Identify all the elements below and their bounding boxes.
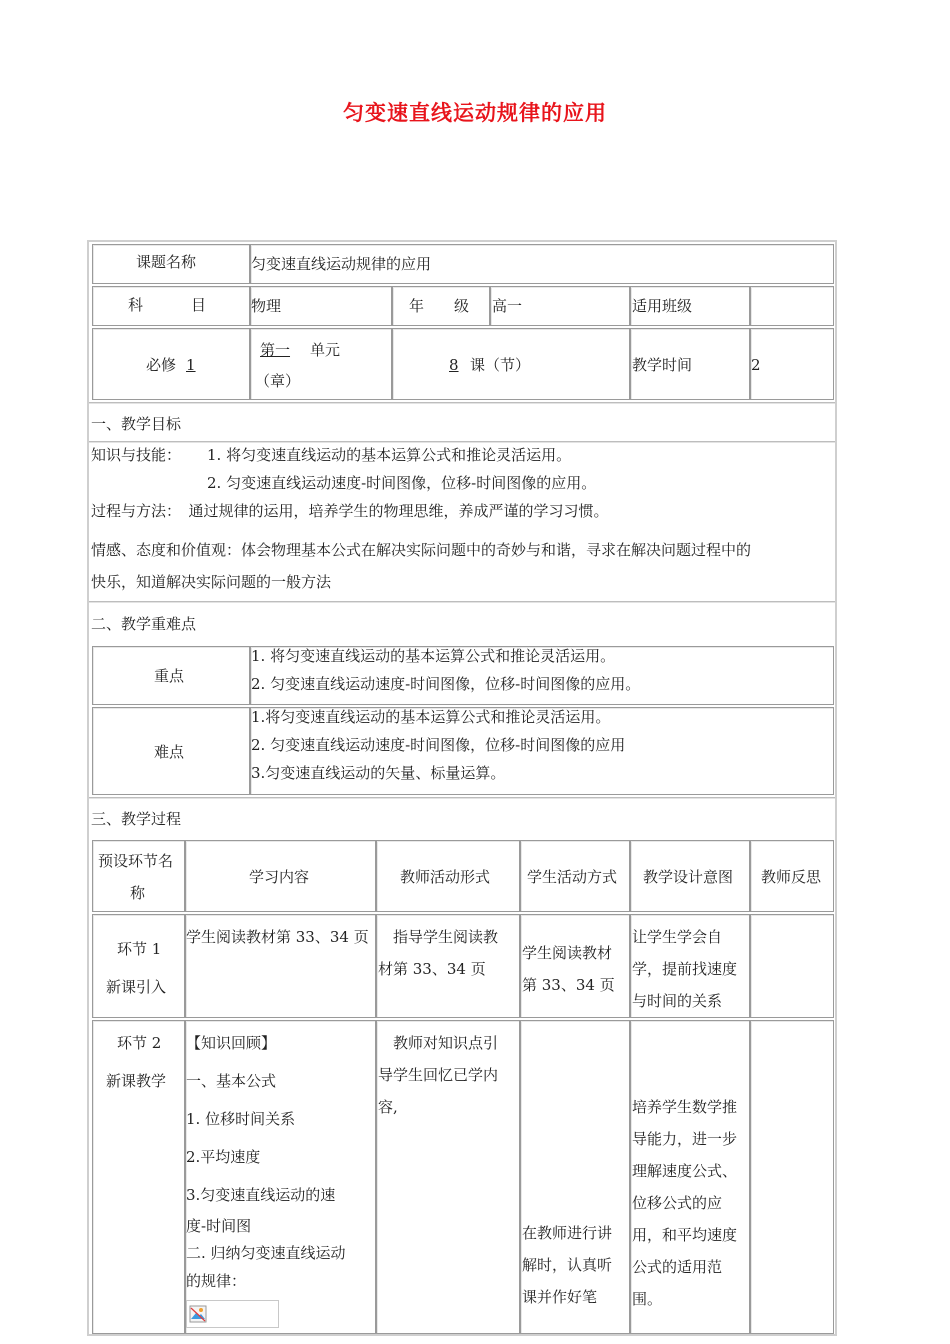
unit-underlined	[260, 343, 308, 358]
row1-content: 学生阅读教材第 33、34 页	[186, 928, 369, 946]
goals-heading: 一、教学目标	[91, 415, 182, 433]
emotion-line-1: 情感、态度和价值观：体会物理基本公式在解决实际问题中的奇妙与和谐，寻求在解决问题过程中的	[91, 541, 752, 559]
required-prefix: 必修	[146, 356, 177, 374]
row2-intent-1: 培养学生数学推	[632, 1098, 738, 1116]
header-teacher: 教师活动形式	[400, 868, 491, 886]
lesson-number-text: 8	[449, 356, 459, 374]
row2-student-cell	[520, 1020, 630, 1334]
header-reflect: 教师反思	[761, 868, 822, 886]
hard-item-2: 2. 匀变速直线运动速度-时间图像，位移-时间图像的应用	[251, 736, 626, 754]
row1-intent-3: 与时间的关系	[632, 992, 723, 1010]
divider	[89, 441, 835, 443]
row2-teacher-2: 导学生回忆已学内	[378, 1066, 499, 1084]
row2-content-2: 一、基本公式	[186, 1072, 277, 1090]
row2-intent-3: 理解速度公式、	[632, 1162, 738, 1180]
row1-teacher-2: 材第 33、34 页	[378, 960, 486, 978]
hard-item-3: 3.匀变速直线运动的矢量、标量运算。	[251, 764, 506, 782]
divider	[89, 601, 835, 603]
process-heading: 三、教学过程	[91, 810, 182, 828]
knowledge-item-1: 1. 将匀变速直线运动的基本运算公式和推论灵活运用。	[207, 446, 572, 464]
row2-student-1: 在教师进行讲	[522, 1224, 613, 1242]
row1-student-2: 第 33、34 页	[522, 976, 615, 994]
subject-label: 科 目	[128, 296, 213, 314]
row1-stage-1: 环节 1	[117, 940, 162, 958]
row1-stage-cell	[92, 914, 185, 1018]
row2-intent-5: 用，和平均速度	[632, 1226, 738, 1244]
topic-label: 课题名称	[136, 253, 197, 271]
row2-stage-2: 新课教学	[106, 1072, 167, 1090]
time-value: 2	[751, 356, 761, 374]
row2-intent-7: 围。	[632, 1290, 663, 1308]
class-value-cell	[750, 286, 834, 326]
row2-teacher-3: 容,	[378, 1098, 398, 1116]
header-stage-2: 称	[130, 884, 146, 902]
header-student: 学生活动方式	[527, 868, 618, 886]
row2-content-5: 3.匀变速直线运动的速	[186, 1186, 336, 1204]
row1-teacher-1: 指导学生阅读教	[378, 928, 499, 946]
row1-intent-2: 学，提前找速度	[632, 960, 738, 978]
row2-stage-cell	[92, 1020, 185, 1334]
document-title: 匀变速直线运动规律的应用	[343, 100, 607, 125]
required-number	[178, 358, 220, 373]
header-content: 学习内容	[249, 868, 310, 886]
row1-reflect-cell	[750, 914, 834, 1018]
row2-content-8: 的规律：	[186, 1272, 247, 1290]
grade-label: 年 级	[409, 297, 470, 315]
process-method: 过程与方法： 通过规律的运用，培养学生的物理思维，养成严谨的学习习惯。	[91, 502, 609, 520]
grade-value: 高一	[492, 297, 523, 315]
lesson-number	[441, 358, 467, 373]
header-intent: 教学设计意图	[643, 868, 734, 886]
row2-intent-6: 公式的适用范	[632, 1258, 723, 1276]
chapter-text: （章）	[255, 372, 301, 390]
hard-label: 难点	[154, 743, 185, 761]
time-value-cell	[750, 328, 834, 400]
unit-underlined-text: 第一	[260, 341, 291, 359]
row1-intent-1: 让学生学会自	[632, 928, 723, 946]
key-item-1: 1. 将匀变速直线运动的基本运算公式和推论灵活运用。	[251, 647, 616, 665]
row2-student-2: 解时，认真听	[522, 1256, 613, 1274]
broken-image-icon	[189, 1305, 207, 1323]
row1-stage-2: 新课引入	[106, 978, 167, 996]
subject-value: 物理	[251, 297, 282, 315]
row2-intent-4: 位移公式的应	[632, 1194, 723, 1212]
row2-intent-2: 导能力，进一步	[632, 1130, 738, 1148]
row1-student-cell	[520, 914, 630, 1018]
row2-reflect-cell	[750, 1020, 834, 1334]
row2-student-3: 课并作好笔	[522, 1288, 598, 1306]
row2-content-7: 二. 归纳匀变速直线运动	[186, 1244, 346, 1262]
unit-suffix: 单元	[310, 341, 341, 359]
row1-student-1: 学生阅读教材	[522, 944, 613, 962]
row2-stage-1: 环节 2	[117, 1034, 162, 1052]
keypoints-heading: 二、教学重难点	[91, 615, 197, 633]
knowledge-item-2: 2. 匀变速直线运动速度-时间图像，位移-时间图像的应用。	[207, 474, 597, 492]
row2-content-3: 1. 位移时间关系	[186, 1110, 296, 1128]
row2-teacher-1: 教师对知识点引	[378, 1034, 499, 1052]
required-number-text: 1	[186, 356, 196, 374]
row2-content-4: 2.平均速度	[186, 1148, 261, 1166]
row2-content-6: 度-时间图	[186, 1217, 252, 1235]
header-stage-1: 预设环节名	[98, 852, 174, 870]
row2-content-1: 【知识回顾】	[186, 1034, 277, 1052]
time-label: 教学时间	[632, 356, 693, 374]
divider	[89, 402, 835, 404]
formula-image-placeholder	[186, 1300, 279, 1328]
knowledge-label: 知识与技能：	[91, 446, 182, 464]
class-label: 适用班级	[632, 297, 693, 315]
topic-value: 匀变速直线运动规律的应用	[251, 255, 432, 273]
emotion-line-2: 快乐，知道解决实际问题的一般方法	[91, 573, 332, 591]
lesson-suffix: 课（节）	[470, 356, 531, 374]
key-item-2: 2. 匀变速直线运动速度-时间图像，位移-时间图像的应用。	[251, 675, 641, 693]
divider	[89, 797, 835, 799]
hard-item-1: 1.将匀变速直线运动的基本运算公式和推论灵活运用。	[251, 708, 611, 726]
key-label: 重点	[154, 667, 185, 685]
